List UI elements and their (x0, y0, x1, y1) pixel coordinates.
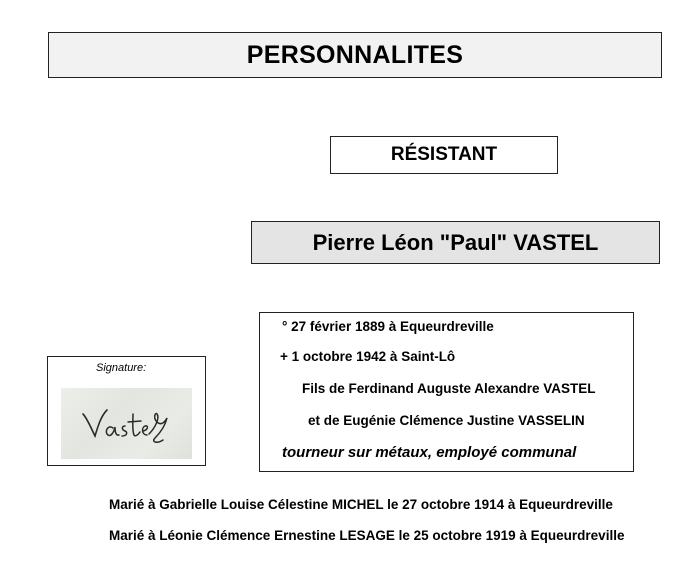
biography-box (259, 312, 634, 472)
person-name-box (251, 221, 660, 264)
role-label: RÉSISTANT (390, 144, 498, 165)
occupation-line: tourneur sur métaux, employé communal (282, 444, 577, 461)
signature-label: Signature: (96, 362, 147, 374)
page-title: PERSONNALITES (246, 40, 464, 69)
role-box (330, 136, 558, 174)
marriage-line-1: Marié à Gabrielle Louise Célestine MICHEL le 27 octobre 1914 à Equeurdreville (109, 497, 613, 512)
signature-image (61, 388, 192, 459)
marriage-line-2: Marié à Léonie Clémence Ernestine LESAGE le 25 octobre 1919 à Equeurdreville (109, 528, 625, 543)
mother-line: et de Eugénie Clémence Justine VASSELIN (308, 413, 585, 428)
page-title-box (48, 32, 662, 78)
person-name: Pierre Léon "Paul" VASTEL (312, 229, 599, 255)
father-line: Fils de Ferdinand Auguste Alexandre VASTEL (302, 381, 596, 396)
birth-line: ° 27 février 1889 à Equeurdreville (282, 319, 494, 334)
handwritten-signature (61, 388, 192, 459)
signature-box (47, 356, 206, 466)
death-line: + 1 octobre 1942 à Saint-Lô (280, 349, 456, 364)
